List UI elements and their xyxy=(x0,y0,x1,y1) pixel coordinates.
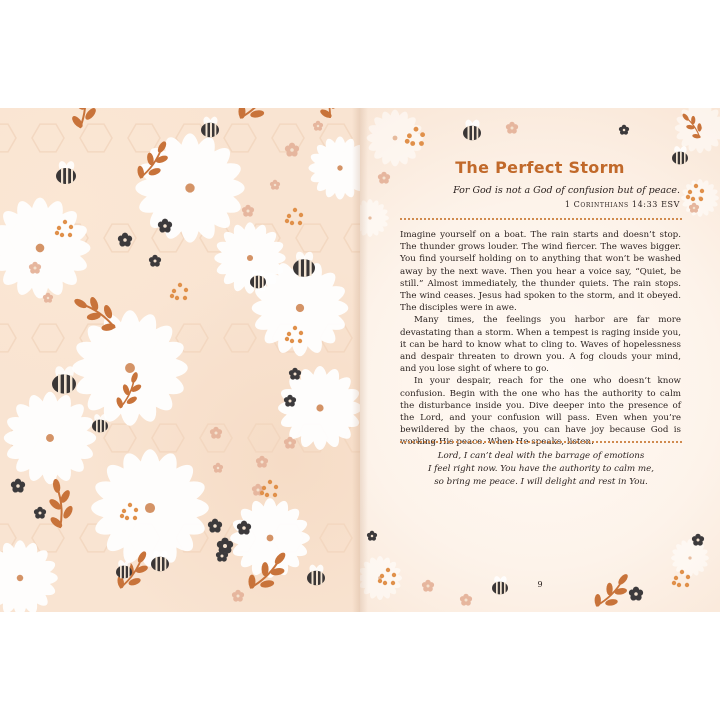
divider-top xyxy=(400,218,682,220)
daisy-icon xyxy=(72,310,188,426)
dark-flower-icon xyxy=(148,255,162,268)
leaf-sprig-icon xyxy=(42,477,78,531)
divider-bottom xyxy=(400,441,682,443)
bee-icon xyxy=(463,119,481,141)
pink-flower-icon xyxy=(209,427,223,440)
right-page xyxy=(360,108,720,612)
paragraph: In your despair, reach for the one who doesn’t know confusion. Begin with the one who has the authority to calm the disturbance inside you. Dive deeper into the presence of the Lord, and your confusion will pass. Even when you’re bewildered by the chaos, you can have joy because God is working His peace. When He speaks, listen. xyxy=(400,376,681,448)
left-page-illustration xyxy=(0,108,360,612)
honeycomb-hex xyxy=(32,124,64,152)
honeycomb-hex xyxy=(32,324,64,352)
book-spread xyxy=(0,108,720,612)
dark-flower-icon xyxy=(117,233,133,248)
prayer-line: I feel right now. You have the authority to calm me, xyxy=(427,463,655,474)
bee-icon xyxy=(56,160,76,184)
honeycomb-hex xyxy=(296,224,328,252)
leaf-sprig-icon xyxy=(70,108,98,129)
scripture-verse: For God is not a God of confusion but of peace. xyxy=(453,185,680,196)
honeycomb-hex xyxy=(0,324,16,352)
daisy-icon xyxy=(214,222,285,293)
devotional-body xyxy=(400,229,681,449)
prayer xyxy=(400,450,682,488)
prayer-line: Lord, I can’t deal with the barrage of emotions xyxy=(437,451,645,461)
daisy-icon xyxy=(4,392,96,484)
honeycomb-hex xyxy=(320,524,352,552)
bee-icon xyxy=(293,250,315,276)
daisy-icon xyxy=(671,539,709,577)
daisy-icon xyxy=(230,498,310,578)
dark-flower-icon xyxy=(10,479,26,494)
leaf-sprig-icon xyxy=(307,108,346,122)
orange-splash-icon xyxy=(260,480,278,497)
dark-flower-icon xyxy=(618,125,629,136)
pink-flower-icon xyxy=(459,594,473,607)
paragraph: Imagine yourself on a boat. The rain starts and doesn’t stop. The thunder grows louder. The wind fiercer. The waves bigger. You find yourself holding on to anything that won’t be washed away by the next wave. Then you hear a voice say, “Quiet, be still.” Almost immediately, the thunder quiets. The rain stops. The wind ceases. Jesus had spoken to the storm, and it obeyed. The disciples were in awe. xyxy=(400,230,681,314)
bee-icon xyxy=(201,116,219,138)
pink-flower-icon xyxy=(241,205,255,218)
daisy-icon xyxy=(135,133,244,242)
pink-flower-icon xyxy=(284,143,300,158)
page-title: The Perfect Storm xyxy=(455,158,625,177)
pink-flower-icon xyxy=(269,180,280,191)
bee-icon xyxy=(116,559,132,578)
daisy-icon xyxy=(0,540,58,612)
pink-flower-icon xyxy=(212,463,223,474)
honeycomb-hex xyxy=(224,324,256,352)
leaf-sprig-icon xyxy=(588,567,636,612)
floral-pattern xyxy=(0,108,360,612)
honeycomb-hex xyxy=(248,424,280,452)
bee-icon xyxy=(52,365,76,394)
paragraph: Many times, the feelings you harbor are far more devastating than a storm. When a tempest is raging inside you, it can be hard to know what to cling to. Waves of hopelessness and despair threaten to drown you. A fog clouds your mind, and you lose sight of where to go. xyxy=(400,315,681,375)
honeycomb-hex xyxy=(224,124,256,152)
bee-icon xyxy=(92,413,108,432)
pink-flower-icon xyxy=(255,456,269,469)
daisy-icon xyxy=(91,449,209,567)
pink-flower-icon xyxy=(231,590,245,603)
honeycomb-hex xyxy=(0,124,16,152)
dark-flower-icon xyxy=(207,519,223,534)
honeycomb-hex xyxy=(80,124,112,152)
scripture-reference: 1 Corinthians 14:33 ESV xyxy=(564,200,680,209)
page-number: 9 xyxy=(537,580,543,589)
leaf-sprig-icon xyxy=(232,108,286,131)
prayer-line: so bring me peace. I will delight and rest in You. xyxy=(434,476,648,487)
pink-flower-icon xyxy=(505,122,519,135)
pink-flower-icon xyxy=(312,121,323,132)
dark-flower-icon xyxy=(33,507,47,520)
dark-flower-icon xyxy=(366,531,377,542)
honeycomb-hex xyxy=(128,124,160,152)
orange-splash-icon xyxy=(170,283,188,300)
bee-icon xyxy=(307,564,325,586)
orange-splash-icon xyxy=(285,208,303,225)
daisy-icon xyxy=(0,198,90,299)
book-gutter xyxy=(352,108,368,612)
honeycomb-hex xyxy=(104,424,136,452)
honeycomb-hex xyxy=(152,424,184,452)
